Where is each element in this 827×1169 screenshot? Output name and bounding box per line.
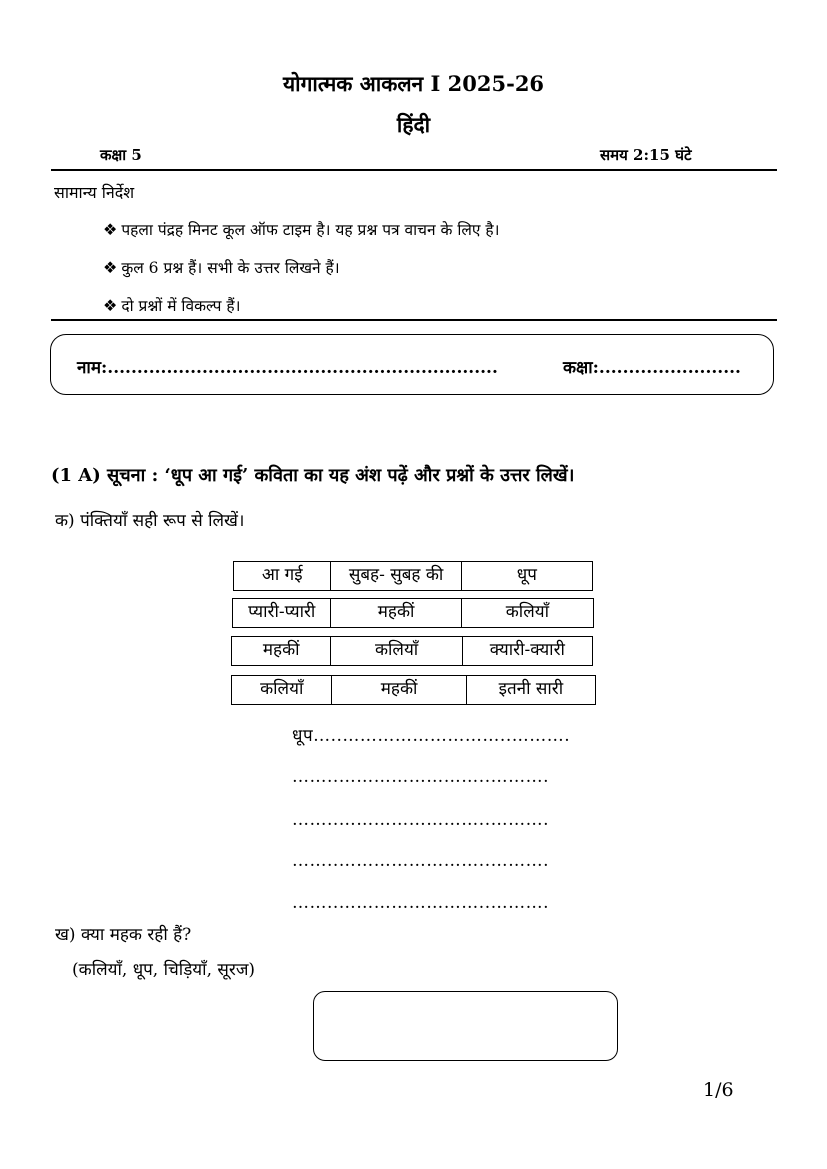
subject-title: हिंदी: [396, 112, 431, 137]
header-divider: [51, 169, 777, 171]
word-row: [231, 636, 593, 666]
student-info-box[interactable]: [50, 334, 774, 395]
instructions-divider: [51, 319, 777, 321]
word-cell: प्यारी-प्यारी: [233, 599, 331, 627]
name-field[interactable]: नाम:..................................................................: [77, 358, 498, 378]
instructions-heading: सामान्य निर्देश: [54, 183, 135, 202]
answer-box[interactable]: [313, 991, 618, 1061]
word-cell: कलियाँ: [331, 637, 462, 665]
class-label: कक्षा 5: [100, 146, 142, 164]
question-1b-options: (कलियाँ, धूप, चिड़ियाँ, सूरज): [72, 960, 256, 980]
instruction-item: ❖ पहला पंद्रह मिनट कूल ऑफ टाइम है। यह प्रश्न पत्र वाचन के लिए है।: [103, 220, 500, 239]
answer-line[interactable]: ……..……………………..……….: [292, 810, 550, 830]
word-cell: महकीं: [332, 676, 466, 704]
word-cell: कलियाँ: [232, 676, 332, 704]
word-row: [231, 675, 596, 705]
word-row: [233, 561, 593, 591]
instruction-item: ❖ दो प्रश्नों में विकल्प हैं।: [103, 296, 241, 315]
word-cell: महकीं: [331, 599, 461, 627]
answer-line[interactable]: ……..……………………..……….: [292, 767, 550, 787]
word-row: [232, 598, 594, 628]
word-cell: महकीं: [232, 637, 331, 665]
answer-line[interactable]: धूप…..………………………..……….: [292, 726, 571, 746]
page-number: 1/6: [703, 1079, 734, 1101]
question-1a-prompt: क) पंक्तियाँ सही रूप से लिखें।: [55, 511, 245, 531]
word-cell: धूप: [516, 565, 537, 585]
word-cell: कलियाँ: [505, 602, 549, 622]
question-1b-prompt: ख) क्या महक रही हैं?: [55, 925, 192, 945]
diamond-bullet-icon: ❖: [103, 220, 118, 239]
time-label: समय 2:15 घंटे: [600, 146, 692, 164]
question-1-heading: (1 A) सूचना : ‘धूप आ गई’ कविता का यह अंश पढ़ें और प्रश्नों के उत्तर लिखें।: [51, 465, 575, 486]
word-cell: आ गई: [234, 562, 331, 590]
instruction-item: ❖ कुल 6 प्रश्न हैं। सभी के उत्तर लिखने हैं।: [103, 258, 340, 277]
diamond-bullet-icon: ❖: [103, 258, 118, 277]
diamond-bullet-icon: ❖: [103, 296, 118, 315]
answer-line[interactable]: ……..……………………..……….: [292, 851, 550, 871]
word-cell: क्यारी-क्यारी: [489, 640, 565, 660]
exam-title: योगात्मक आकलन I 2025-26: [282, 71, 545, 96]
answer-line[interactable]: ……..……………………..……….: [292, 893, 550, 913]
class-field[interactable]: कक्षा:........................: [563, 358, 741, 378]
word-cell: सुबह- सुबह की: [331, 562, 461, 590]
word-cell: इतनी सारी: [498, 679, 564, 699]
